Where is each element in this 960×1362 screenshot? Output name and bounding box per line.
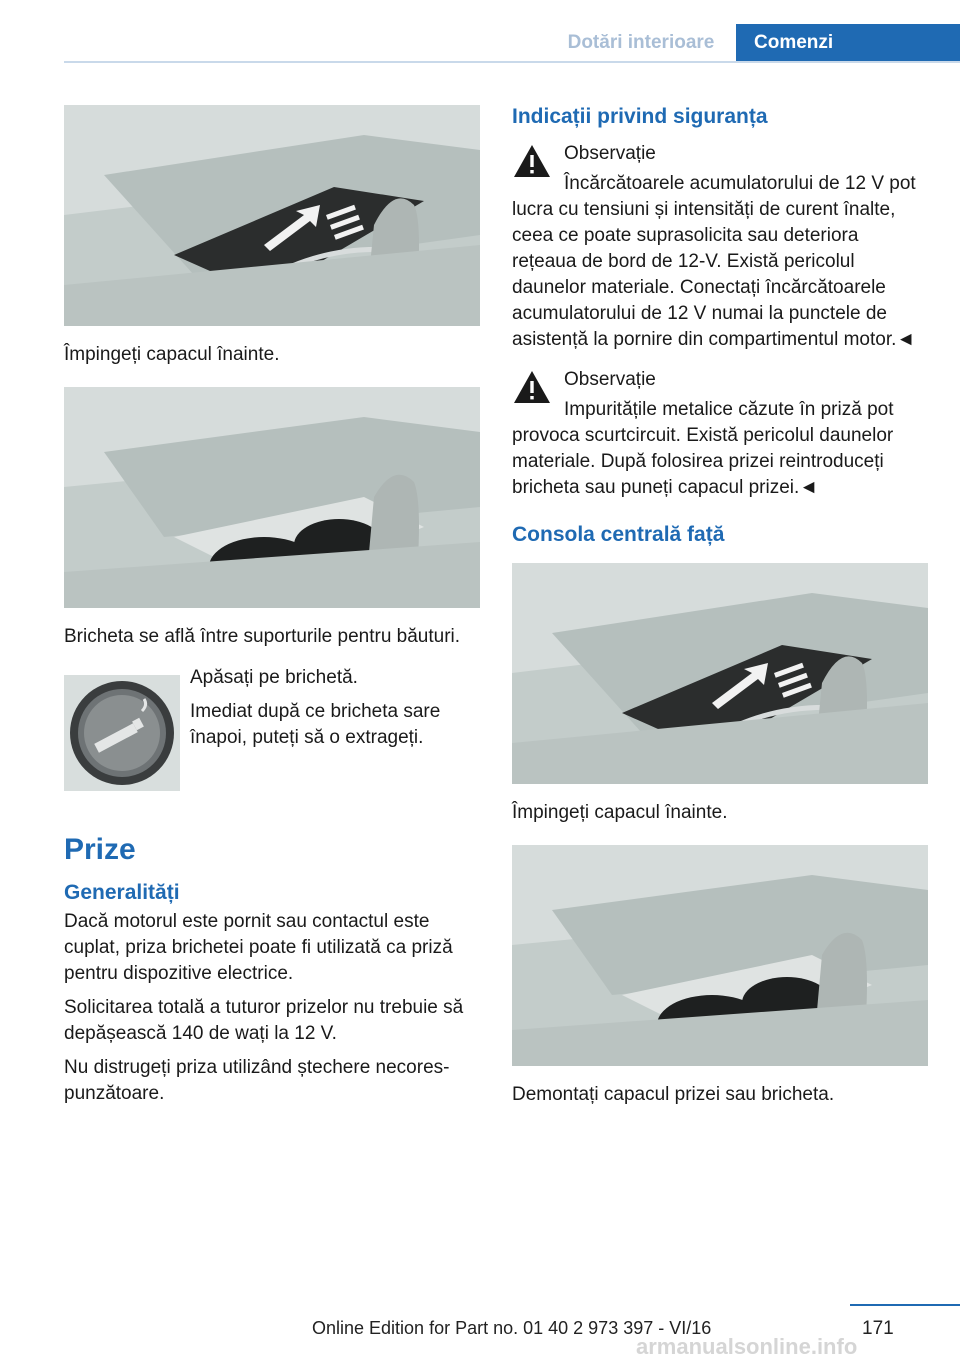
- chapter-tab: Comenzi: [736, 24, 960, 62]
- warning-1-title: Observație: [564, 143, 656, 164]
- warning-2-text: Impuritățile metalice căzute în priză pot provoca scurtcircuit. Există pericolul daunelor materiale. După folosirea prizei reintroduceți bricheta sau puneți capacul prizei.◄: [512, 399, 894, 498]
- warning-icon: [512, 369, 552, 405]
- para-sockets-usage: Dacă motorul este pornit sau contactul este cuplat, priza brichetei poate fi utilizată ca priză pentru dispozitive electrice.: [64, 911, 453, 984]
- para-sockets-load: Solicitarea totală a tuturor prizelor nu trebuie să depășească 140 de wați la 12 V.: [64, 997, 464, 1044]
- caption-lighter-position: Bricheta se află între suporturile pentru băuturi.: [64, 626, 461, 647]
- footer-rule: [850, 1304, 960, 1306]
- watermark: armanualsonline.info: [636, 1334, 858, 1359]
- heading-general: Generalități: [64, 881, 180, 904]
- lighter-instruction-1: Apăsați pe brichetă.: [190, 667, 358, 688]
- photo-cupholders-right: [512, 845, 928, 1066]
- caption-remove-cover: Demontați capacul prizei sau bricheta.: [512, 1084, 835, 1105]
- caption-push-cover: Împingeți capacul înainte.: [64, 344, 280, 365]
- section-tab: Dotări interioare: [567, 32, 715, 53]
- warning-1: [512, 141, 928, 353]
- header-rule: [64, 61, 960, 63]
- lighter-block: [64, 665, 480, 805]
- warning-2: [512, 367, 928, 501]
- page-number: 171: [862, 1318, 894, 1339]
- header-tabs: [546, 24, 960, 62]
- warning-icon: [512, 143, 552, 179]
- left-column: [64, 105, 480, 1115]
- heading-safety: Indicații privind siguranța: [512, 105, 768, 128]
- footer-edition: Online Edition for Part no. 01 40 2 973 397 - VI/16: [312, 1318, 712, 1338]
- warning-2-title: Observație: [564, 369, 656, 390]
- heading-console: Consola centrală față: [512, 523, 725, 546]
- photo-console-cover: [64, 105, 480, 326]
- right-column: [512, 105, 928, 1109]
- photo-cupholders: [64, 387, 480, 608]
- lighter-instruction-2: Imediat după ce bricheta sare înapoi, puteți să o extrageți.: [190, 701, 441, 748]
- para-sockets-plugs: Nu distrugeți priza utilizând ștechere necorespunzătoare.: [64, 1057, 450, 1104]
- cigarette-lighter-icon: [64, 675, 180, 791]
- photo-console-cover-right: [512, 563, 928, 784]
- warning-1-text: Încărcătoarele acumulatorului de 12 V pot lucra cu tensiuni și intensități de curent înalte, ceea ce poate suprasolicita sau deteriora rețeaua de bord de 12-V. Există pericolul daunelor materiale. Conectați încărcătoarele acumulatorului de 12 V numai la punctele de asistență la pornire din compartimentul motor.◄: [512, 173, 916, 350]
- heading-sockets: Prize: [64, 833, 136, 866]
- caption-push-cover-right: Împingeți capacul înainte.: [512, 802, 728, 823]
